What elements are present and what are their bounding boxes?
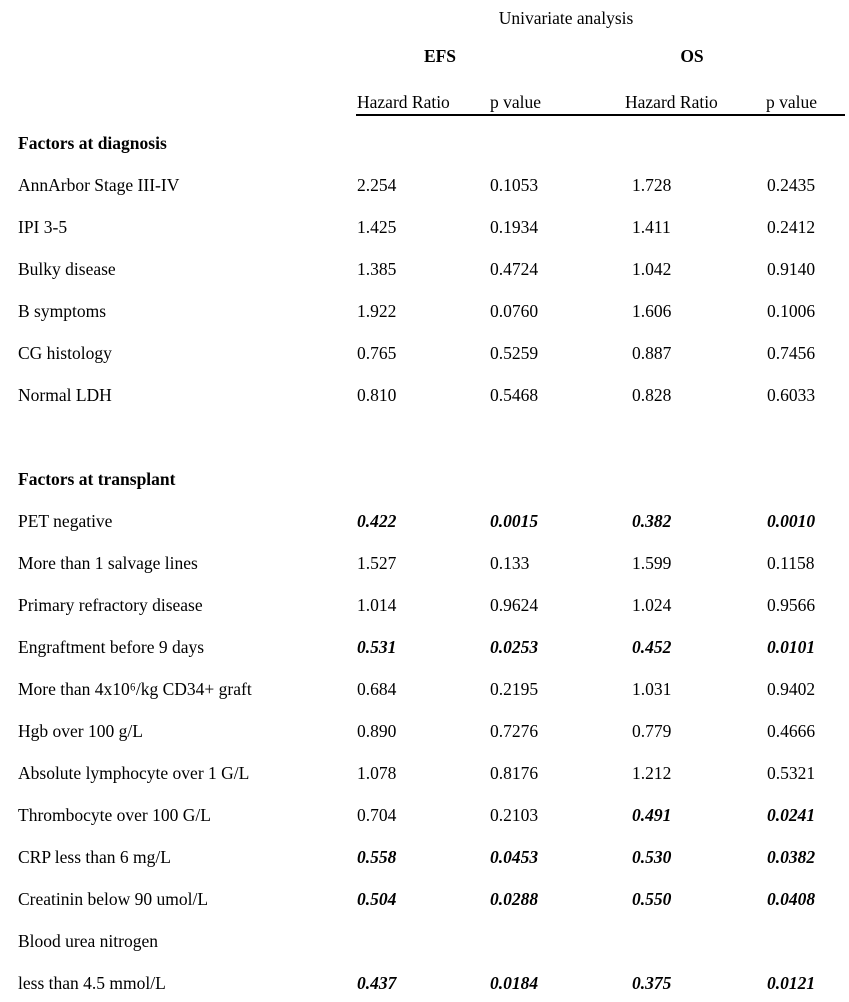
value-cell: 2.254 [357, 174, 397, 195]
section-row [0, 458, 849, 500]
column-header-os-hazard-ratio: Hazard Ratio [625, 92, 718, 112]
table-title: Univariate analysis [498, 8, 634, 28]
value-cell: 0.0760 [490, 300, 539, 321]
value-cell: 0.0101 [767, 636, 816, 657]
value-cell: 0.9566 [767, 594, 816, 615]
value-cell: 0.765 [357, 342, 397, 363]
row-label: Thrombocyte over 100 G/L [18, 804, 211, 825]
value-cell: 0.828 [632, 384, 672, 405]
table-row [0, 920, 849, 962]
table-row [0, 206, 849, 248]
table-row [0, 794, 849, 836]
value-cell: 1.425 [357, 216, 397, 237]
value-cell: 0.7456 [767, 342, 816, 363]
spacer-row [0, 416, 849, 458]
value-cell: 0.0184 [490, 972, 539, 993]
table-row [0, 626, 849, 668]
table-row [0, 584, 849, 626]
table-row [0, 710, 849, 752]
table-row [0, 164, 849, 206]
value-cell: 0.1053 [490, 174, 539, 195]
row-label: Absolute lymphocyte over 1 G/L [18, 762, 250, 783]
value-cell: 0.9624 [490, 594, 539, 615]
value-cell: 1.031 [632, 678, 672, 699]
value-cell: 0.2412 [767, 216, 816, 237]
value-cell: 0.684 [357, 678, 397, 699]
value-cell: 1.014 [357, 594, 397, 615]
row-label: Blood urea nitrogen [18, 930, 158, 951]
row-label: AnnArbor Stage III-IV [18, 174, 180, 195]
value-cell: 0.887 [632, 342, 672, 363]
value-cell: 0.0288 [490, 888, 539, 909]
row-label: CRP less than 6 mg/L [18, 846, 171, 867]
value-cell: 0.437 [357, 972, 397, 993]
table-row [0, 500, 849, 542]
value-cell: 1.042 [632, 258, 672, 279]
value-cell: 0.1006 [767, 300, 816, 321]
row-label: More than 1 salvage lines [18, 552, 198, 573]
value-cell: 0.558 [357, 846, 397, 867]
value-cell: 0.7276 [490, 720, 539, 741]
row-label: CG histology [18, 342, 112, 363]
value-cell: 0.4666 [767, 720, 816, 741]
column-group-efs: EFS [423, 46, 457, 66]
section-row [0, 122, 849, 164]
value-cell: 0.6033 [767, 384, 816, 405]
row-label: less than 4.5 mmol/L [18, 972, 166, 993]
table-row [0, 332, 849, 374]
value-cell: 0.133 [490, 552, 530, 573]
value-cell: 0.779 [632, 720, 672, 741]
value-cell: 0.5259 [490, 342, 539, 363]
value-cell: 0.8176 [490, 762, 539, 783]
value-cell: 0.810 [357, 384, 397, 405]
table-row [0, 836, 849, 878]
value-cell: 0.422 [357, 510, 397, 531]
value-cell: 0.0241 [767, 804, 816, 825]
value-cell: 0.5321 [767, 762, 816, 783]
value-cell: 0.1934 [490, 216, 539, 237]
row-label: B symptoms [18, 300, 107, 321]
column-header-efs-hazard-ratio: Hazard Ratio [357, 92, 450, 112]
value-cell: 0.5468 [490, 384, 539, 405]
column-group-os: OS [680, 46, 704, 66]
value-cell: 1.922 [357, 300, 397, 321]
value-cell: 0.4724 [490, 258, 539, 279]
row-label: IPI 3-5 [18, 216, 68, 237]
value-cell: 0.0010 [767, 510, 816, 531]
table-row [0, 542, 849, 584]
value-cell: 0.0408 [767, 888, 816, 909]
value-cell: 0.531 [357, 636, 397, 657]
value-cell: 0.375 [632, 972, 672, 993]
row-label: PET negative [18, 510, 113, 531]
value-cell: 0.1158 [767, 552, 815, 573]
column-header-os-p-value: p value [766, 92, 818, 112]
table-row [0, 290, 849, 332]
row-label: Bulky disease [18, 258, 116, 279]
value-cell: 0.491 [632, 804, 672, 825]
value-cell: 0.0015 [490, 510, 539, 531]
row-label: More than 4x10⁶/kg CD34+ graft [18, 678, 252, 699]
value-cell: 0.0382 [767, 846, 816, 867]
value-cell: 0.0121 [767, 972, 816, 993]
value-cell: 1.728 [632, 174, 672, 195]
table-row [0, 374, 849, 416]
header-underline [356, 114, 845, 116]
value-cell: 1.385 [357, 258, 397, 279]
value-cell: 0.452 [632, 636, 672, 657]
value-cell: 0.2195 [490, 678, 539, 699]
row-label: Factors at diagnosis [18, 132, 167, 153]
value-cell: 1.599 [632, 552, 672, 573]
row-label: Creatinin below 90 umol/L [18, 888, 209, 909]
table-row [0, 878, 849, 920]
value-cell: 1.078 [357, 762, 397, 783]
value-cell: 1.024 [632, 594, 672, 615]
table-body [0, 122, 849, 1002]
table-row [0, 962, 849, 1002]
row-label: Factors at transplant [18, 468, 176, 489]
value-cell: 1.212 [632, 762, 672, 783]
column-header-efs-p-value: p value [490, 92, 542, 112]
row-label: Primary refractory disease [18, 594, 203, 615]
value-cell: 0.530 [632, 846, 672, 867]
table-row [0, 752, 849, 794]
value-cell: 0.504 [357, 888, 397, 909]
table-row [0, 668, 849, 710]
value-cell: 1.527 [357, 552, 397, 573]
value-cell: 0.890 [357, 720, 397, 741]
value-cell: 0.9140 [767, 258, 816, 279]
value-cell: 0.382 [632, 510, 672, 531]
table-row [0, 248, 849, 290]
value-cell: 0.9402 [767, 678, 816, 699]
value-cell: 0.0253 [490, 636, 539, 657]
row-label: Normal LDH [18, 384, 112, 405]
value-cell: 0.550 [632, 888, 672, 909]
value-cell: 0.0453 [490, 846, 539, 867]
value-cell: 1.606 [632, 300, 672, 321]
value-cell: 1.411 [632, 216, 671, 237]
row-label: Hgb over 100 g/L [18, 720, 143, 741]
value-cell: 0.2435 [767, 174, 816, 195]
value-cell: 0.2103 [490, 804, 539, 825]
row-label: Engraftment before 9 days [18, 636, 205, 657]
value-cell: 0.704 [357, 804, 397, 825]
